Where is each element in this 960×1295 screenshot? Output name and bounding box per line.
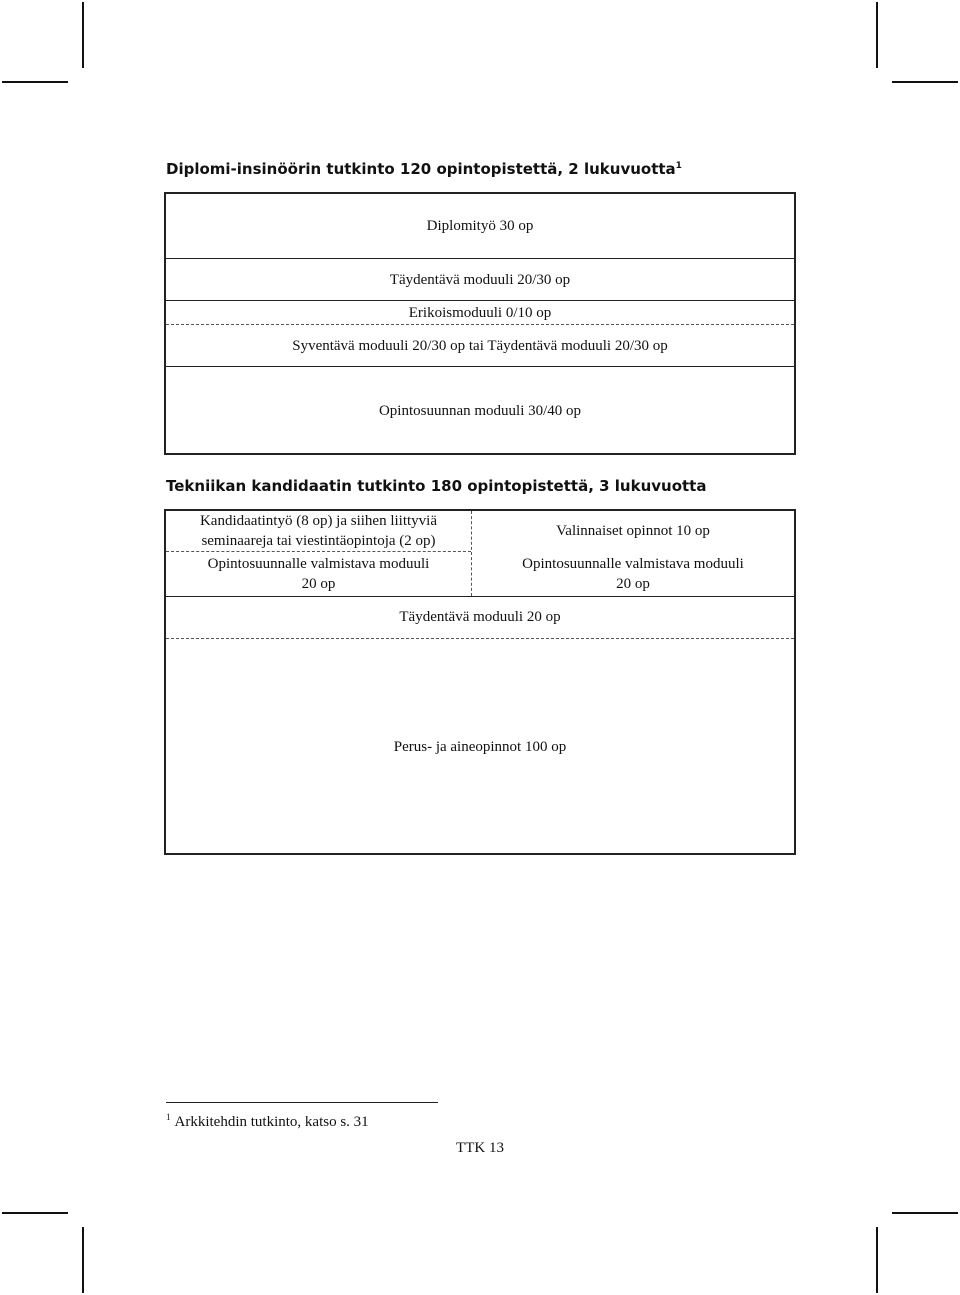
preparatory-module-left-line2: 20 op (301, 576, 336, 592)
special-module-block (166, 302, 794, 324)
master-thesis-block (166, 194, 794, 258)
basic-studies-label: Perus- ja aineopinnot 100 op (393, 739, 567, 755)
bachelor-thesis-line1: Kandidaatintyö (8 op) ja siihen liittyviä (199, 513, 438, 529)
divider (166, 300, 794, 301)
footnote-mark: 1 (166, 1112, 171, 1122)
special-module-label: Erikoismoduuli 0/10 op (408, 305, 552, 321)
master-degree-title (166, 160, 682, 178)
dashed-divider (166, 324, 794, 325)
crop-mark (876, 1227, 878, 1293)
supplementary-module-bachelor-block (166, 598, 794, 636)
dashed-divider (166, 638, 794, 639)
preparatory-module-left-block (166, 552, 471, 596)
crop-mark (82, 1227, 84, 1293)
elective-studies-block (472, 511, 794, 551)
master-thesis-label: Diplomityö 30 op (426, 218, 534, 234)
page-number: TTK 13 (456, 1140, 504, 1156)
major-module-label: Opintosuunnan moduuli 30/40 op (378, 403, 582, 419)
bachelor-degree-title: Tekniikan kandidaatin tutkinto 180 opintopistettä, 3 lukuvuotta (166, 477, 707, 495)
crop-mark (2, 81, 68, 83)
major-module-block (166, 368, 794, 454)
preparatory-module-right-line1: Opintosuunnalle valmistava moduuli (522, 556, 744, 572)
supplementary-module-bachelor-label: Täydentävä moduuli 20 op (399, 609, 561, 625)
elective-studies-label: Valinnaiset opinnot 10 op (556, 523, 710, 539)
footnote-separator (166, 1102, 438, 1103)
footnote (166, 1112, 369, 1131)
footnote-text: Arkkitehdin tutkinto, katso s. 31 (174, 1114, 369, 1130)
advanced-module-label: Syventävä moduuli 20/30 op tai Täydentävä moduuli 20/30 op (292, 338, 668, 354)
crop-mark (82, 2, 84, 68)
bachelor-thesis-line2: seminaareja tai viestintäopintoja (2 op) (201, 533, 436, 549)
divider (166, 366, 794, 367)
preparatory-module-left-line1: Opintosuunnalle valmistava moduuli (207, 556, 430, 572)
bachelor-degree-structure (164, 509, 796, 855)
crop-mark (876, 2, 878, 68)
master-degree-title-text: Diplomi-insinöörin tutkinto 120 opintopistettä, 2 lukuvuotta (166, 160, 676, 178)
crop-mark (892, 1212, 958, 1214)
basic-studies-block (166, 640, 794, 854)
footnote-reference: 1 (675, 161, 682, 171)
divider (166, 258, 794, 259)
supplementary-module-block (166, 260, 794, 300)
crop-mark (2, 1212, 68, 1214)
crop-mark (892, 81, 958, 83)
preparatory-module-right-line2: 20 op (616, 576, 650, 592)
master-degree-structure (164, 192, 796, 455)
supplementary-module-label: Täydentävä moduuli 20/30 op (389, 272, 571, 288)
preparatory-module-right-block (472, 552, 794, 596)
divider (166, 596, 794, 597)
advanced-module-block (166, 326, 794, 366)
bachelor-thesis-block (166, 511, 471, 551)
